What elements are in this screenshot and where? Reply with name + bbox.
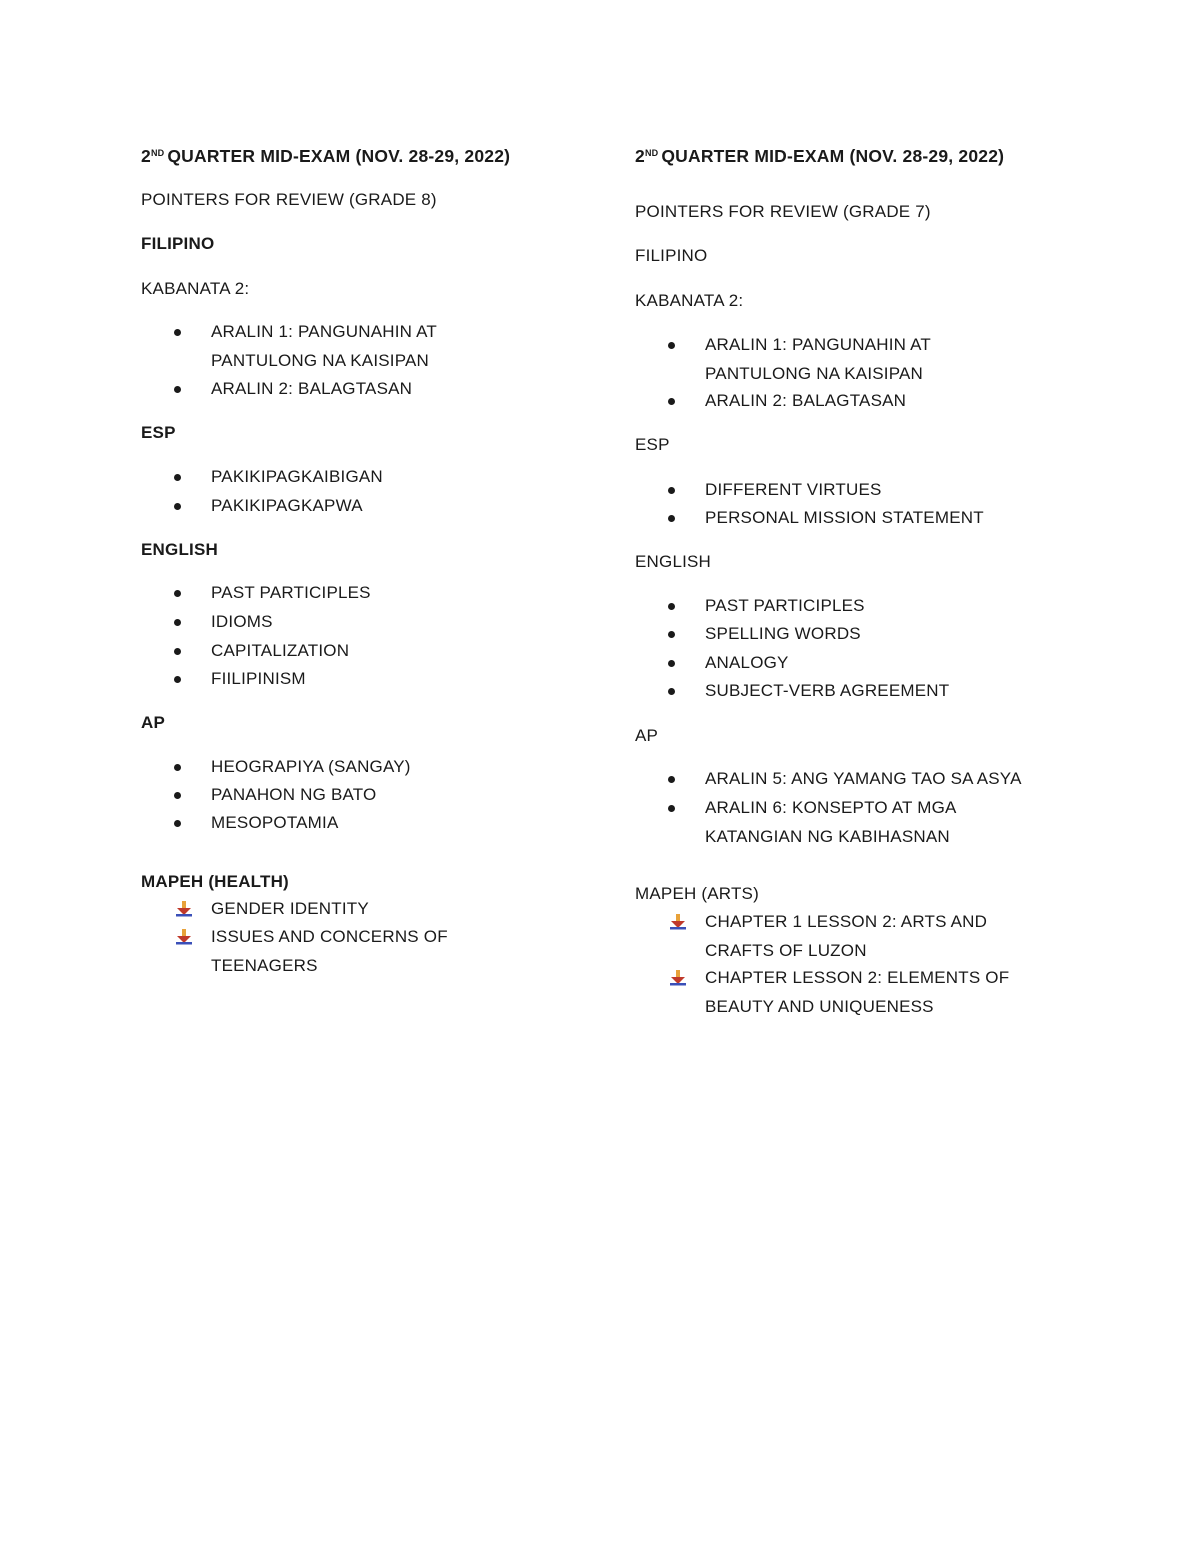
list-item: ISSUES AND CONCERNS OF TEENAGERS (141, 923, 556, 980)
heading-filipino: FILIPINO (635, 246, 708, 265)
heading-mapeh: MAPEH (HEALTH) (141, 872, 289, 891)
list-item: PANAHON NG BATO (141, 781, 556, 810)
list-item: PAKIKIPAGKAIBIGAN (141, 463, 556, 492)
list-item: IDIOMS (141, 608, 556, 637)
exam-title: 2ND QUARTER MID-EXAM (NOV. 28-29, 2022) (141, 146, 511, 166)
list-item: FIILIPINISM (141, 665, 556, 694)
heading-filipino: FILIPINO (141, 234, 215, 253)
bullet-icon (668, 603, 675, 610)
bullet-icon (174, 676, 181, 683)
list-item: CHAPTER LESSON 2: ELEMENTS OF BEAUTY AND UNIQUENESS (635, 964, 1015, 1021)
heading-esp: ESP (141, 423, 176, 442)
list-item: ARALIN 5: ANG YAMANG TAO SA ASYA (635, 765, 1050, 794)
bullet-icon (668, 515, 675, 522)
bullet-icon (174, 820, 181, 827)
bullet-icon (174, 590, 181, 597)
list-item: CAPITALIZATION (141, 637, 556, 666)
heading-english: ENGLISH (635, 552, 712, 571)
exam-title: 2ND QUARTER MID-EXAM (NOV. 28-29, 2022) (635, 146, 1005, 166)
bullet-icon (174, 619, 181, 626)
list-item: ANALOGY (635, 649, 1050, 678)
bullet-icon (174, 503, 181, 510)
bullet-icon (174, 474, 181, 481)
heading-ap: AP (141, 713, 166, 732)
bullet-icon (174, 792, 181, 799)
heading-esp: ESP (635, 435, 670, 454)
bullet-icon (174, 764, 181, 771)
arrow-bullet-icon (175, 928, 193, 946)
list-item: HEOGRAPIYA (SANGAY) (141, 753, 556, 782)
heading-kabanata: KABANATA 2: (635, 291, 744, 310)
list-item: ARALIN 1: PANGUNAHIN AT PANTULONG NA KAISIPAN (141, 318, 501, 375)
bullet-icon (668, 805, 675, 812)
list-item: PERSONAL MISSION STATEMENT (635, 504, 1050, 533)
heading-kabanata: KABANATA 2: (141, 279, 250, 298)
bullet-icon (668, 398, 675, 405)
bullet-icon (174, 648, 181, 655)
bullet-icon (668, 631, 675, 638)
arrow-bullet-icon (175, 900, 193, 918)
list-item: PAKIKIPAGKAPWA (141, 492, 556, 521)
list-item: ARALIN 6: KONSEPTO AT MGA KATANGIAN NG KABIHASNAN (635, 794, 975, 851)
bullet-icon (668, 342, 675, 349)
list-item: CHAPTER 1 LESSON 2: ARTS AND CRAFTS OF LUZON (635, 908, 1005, 965)
list-item: PAST PARTICIPLES (141, 579, 556, 608)
bullet-icon (668, 487, 675, 494)
heading-english: ENGLISH (141, 540, 218, 559)
arrow-bullet-icon (669, 913, 687, 931)
heading-mapeh: MAPEH (ARTS) (635, 884, 759, 903)
list-item: PAST PARTICIPLES (635, 592, 1050, 621)
bullet-icon (174, 386, 181, 393)
bullet-icon (174, 329, 181, 336)
subtitle: POINTERS FOR REVIEW (GRADE 7) (635, 202, 931, 221)
list-item: ARALIN 2: BALAGTASAN (635, 387, 1050, 416)
list-item: GENDER IDENTITY (141, 895, 556, 924)
heading-ap: AP (635, 726, 659, 745)
list-item: MESOPOTAMIA (141, 809, 556, 838)
list-item: ARALIN 2: BALAGTASAN (141, 375, 556, 404)
subtitle: POINTERS FOR REVIEW (GRADE 8) (141, 190, 437, 209)
bullet-icon (668, 688, 675, 695)
bullet-icon (668, 660, 675, 667)
list-item: ARALIN 1: PANGUNAHIN AT PANTULONG NA KAISIPAN (635, 331, 995, 388)
list-item: SUBJECT-VERB AGREEMENT (635, 677, 1050, 706)
list-item: DIFFERENT VIRTUES (635, 476, 1050, 505)
arrow-bullet-icon (669, 969, 687, 987)
list-item: SPELLING WORDS (635, 620, 1050, 649)
bullet-icon (668, 776, 675, 783)
